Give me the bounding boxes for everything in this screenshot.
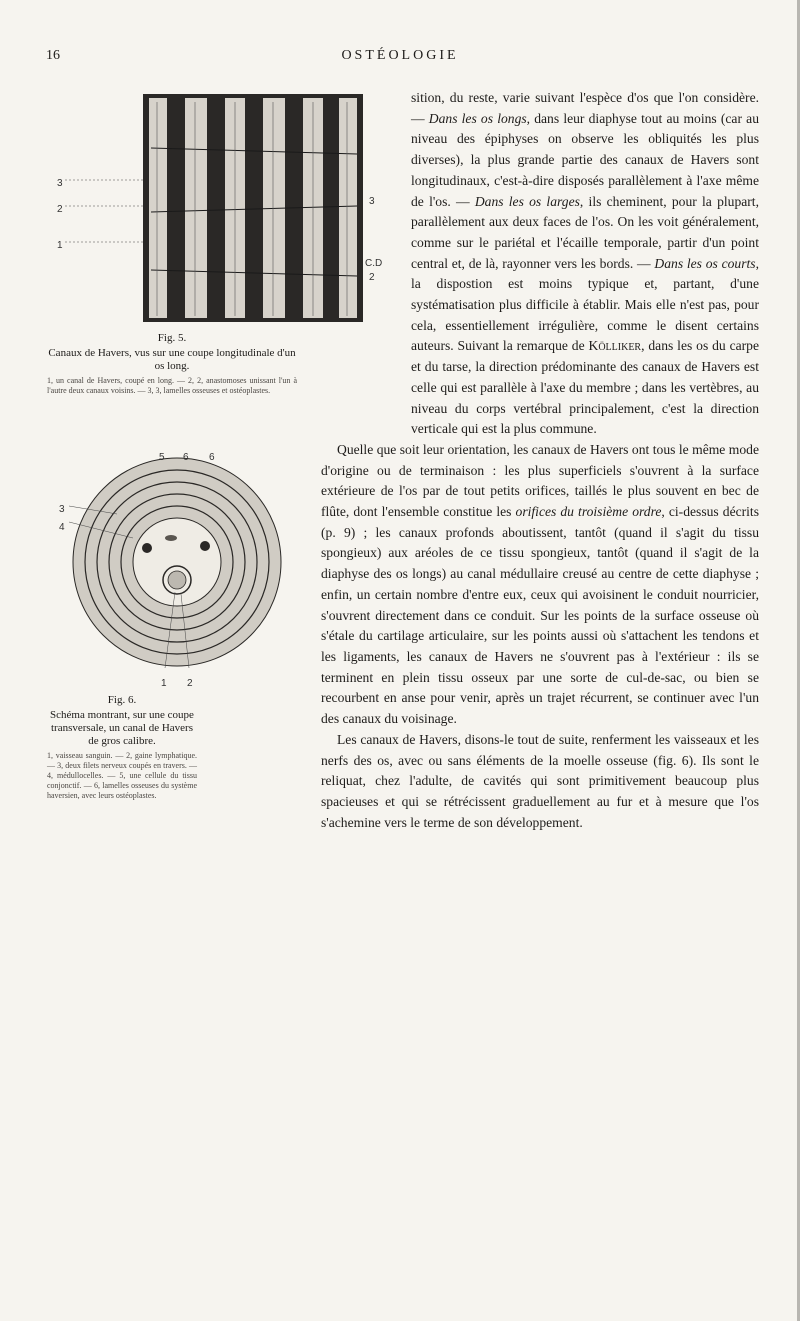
paragraph-1: sition, du reste, varie suivant l'espèce d'os que l'on considère. — Dans les os longs, dans leur diaphyse tout au moins (car au niveau des épiphyses on observe les obliquités les plus diverses), la plus grande partie des canaux de Havers sont longitudinaux, c'est-à-dire disposés parallèlement à l'axe même de l'os. — Dans les os larges, ils cheminent, pour la plupart, parallèlement aux deux faces de l'os. On les voit généralement, comme sur le pariétal et l'écaille temporale, partir d'un point central et, de là, rayonner vers les bords. — Dans les os courts, la dispostion est moins typique et, partant, d'une systématisation plus difficile à établir. Mais elle n'est pas, pour cela, essentiellement irrégulière, comme le disent certains auteurs. Suivant la remarque de Kölliker, dans les os du carpe et du tarse, la direction prédominante des canaux de Havers est celle qui est parallèle à l'axe du membre ; dans les vertèbres, au niveau du corps vertébral principalement, c'est la direction verticale qui est la plus commune. — [411, 90, 759, 437]
figure-6-illustration — [47, 442, 307, 692]
figure-5-caption: Canaux de Havers, vus sur une coupe longitudinale d'un os long. — [48, 347, 296, 372]
body-text — [47, 88, 759, 849]
figure-5-label-1-left: 1 — [57, 240, 63, 251]
figure-6-label-6-top-b: 6 — [209, 451, 215, 463]
figure-5-legend: 1, un canal de Havers, coupé en long. — 2, 2, anastomoses unissant l'un à l'autre deux canaux voisins. — 3, 3, lamelles osseuses et ostéoplastes. — [47, 376, 297, 395]
running-title: OSTÉOLOGIE — [341, 48, 459, 63]
figure-6-label-2: 2 — [187, 677, 193, 689]
figure-5-number: Fig. 5. — [157, 332, 187, 344]
figure-5-label-cd: C.D — [365, 258, 383, 269]
figure-6-number: Fig. 6. — [107, 693, 137, 706]
figure-6-label-3: 3 — [59, 503, 65, 515]
figure-5-label-2-right: 2 — [369, 272, 375, 283]
paragraph-3: Les canaux de Havers, disons-le tout de suite, renferment les vaisseaux et les nerfs des os, avec ou sans éléments de la moelle osseuse (fig. 6). Ils sont le reliquat, chez l'adulte, de cavités qui sont primitivement beaucoup plus spacieuses et qui se rétrécissent graduellement au fur et à mesure que l'os s'achemine vers le terme de son développement. — [321, 731, 759, 830]
figure-5 — [47, 88, 397, 432]
figure-6-label-5: 5 — [159, 451, 165, 463]
author-name: Kölliker — [588, 338, 642, 354]
figure-5-illustration — [47, 88, 387, 326]
figure-5-label-3-right: 3 — [369, 196, 375, 207]
figure-6-label-6-top-a: 6 — [183, 451, 189, 463]
page-number: 16 — [46, 48, 60, 63]
figure-5-label-2-left: 2 — [57, 204, 63, 215]
figure-6-label-4: 4 — [59, 521, 65, 533]
figure-6-caption: Schéma montrant, sur une coupe transversale, un canal de Havers de gros calibre. — [50, 708, 194, 747]
figure-6-legend: 1, vaisseau sanguin. — 2, gaine lymphatique. — 3, deux filets nerveux coupés en travers. — 4, médullocelles. — 5, une cellule du tissu conjonctif. — 6, lamelles osseuses du système haversien, avec leurs ostéoplastes. — [47, 750, 197, 800]
figure-6 — [47, 442, 307, 845]
figure-5-label-3-left: 3 — [57, 178, 63, 189]
figure-6-label-1: 1 — [161, 677, 167, 689]
paragraph-2: Quelle que soit leur orientation, les canaux de Havers ont tous le même mode d'origine ou de terminaison : les plus superficiels s'ouvrent à la surface extérieure de l'os par de tout petits orifices, taillés le plus souvent en bec de flûte, dont l'ensemble constitue les orifices du troisième ordre, ci-dessus décrits (p. 9) ; les canaux profonds aboutissent, tantôt (quand il s'agit du tissu spongieux) aux aréoles de ce tissu spongieux, tantôt (quand il s'agit de la diaphyse des os longs) au canal médullaire creusé au centre de cette diaphyse ; enfin, un certain nombre d'entre eux, ceux qui avoisinent le conduit nourricier, s'ouvrent directement dans ce conduit. Sur les points de la surface osseuse où s'étale du cartilage articulaire, sur les points aussi où s'attachent les tendons et les ligaments, les canaux de Havers ne s'ouvrent pas à l'extérieur : ils se terminent en plein tissu osseux par une sorte de cul-de-sac, ou bien se recourbent en anse pour venir, après un trajet récurrent, se continuer avec l'un des canaux du voisinage. — [321, 441, 760, 727]
